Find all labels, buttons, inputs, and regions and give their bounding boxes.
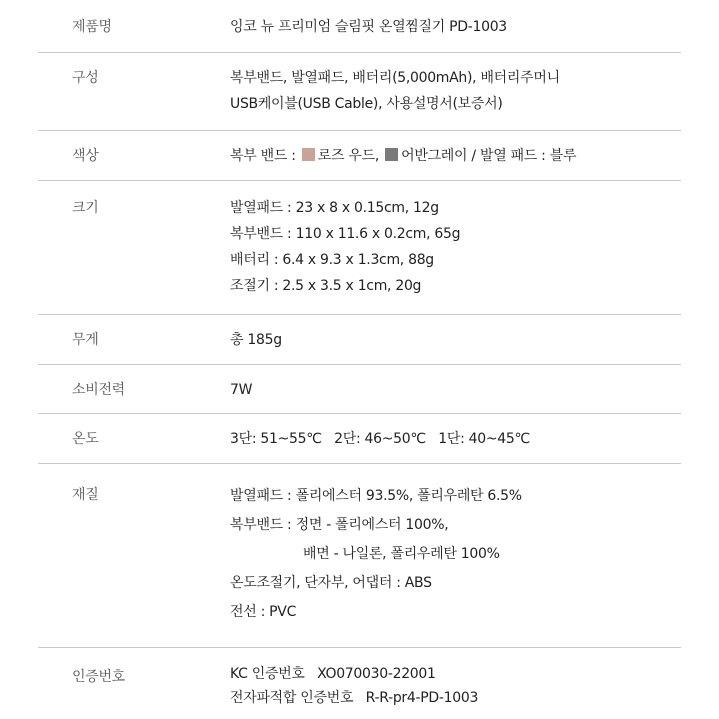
row-certification [38, 647, 681, 719]
color-option-rose-wood: 로즈 우드, [317, 148, 379, 164]
value-power [230, 377, 681, 403]
color-line [230, 143, 681, 169]
size-line: 조절기 : 2.5 x 3.5 x 1cm, 20g [230, 278, 422, 294]
temperature-text: 3단: 51~55℃ 2단: 46~50℃ 1단: 40~45℃ [230, 431, 530, 447]
power-text: 7W [230, 382, 253, 398]
value-material [230, 482, 681, 627]
label-temperature: 온도 [72, 431, 99, 447]
label-product-name: 제품명 [72, 19, 112, 35]
material-line: 발열패드 : 폴리에스터 93.5%, 폴리우레탄 6.5% [230, 488, 522, 504]
label-material: 재질 [72, 487, 99, 503]
row-weight [38, 314, 681, 365]
material-line: 복부밴드 : 정면 - 폴리에스터 100%, [230, 517, 449, 533]
row-power [38, 364, 681, 414]
value-temperature [230, 426, 681, 452]
value-certification [230, 662, 681, 710]
row-composition [38, 52, 681, 131]
material-line: 배면 - 나일론, 폴리우레탄 100% [303, 546, 500, 562]
size-line: 복부밴드 : 110 x 11.6 x 0.2cm, 65g [230, 226, 461, 242]
label-certification: 인증번호 [72, 669, 125, 685]
value-composition [230, 65, 681, 117]
certification-line: KC 인증번호 XO070030-22001 [230, 666, 436, 682]
material-line: 온도조절기, 단자부, 어댑터 : ABS [230, 575, 432, 591]
size-line: 발열패드 : 23 x 8 x 0.15cm, 12g [230, 200, 439, 216]
label-color: 색상 [72, 148, 99, 164]
row-product-name [38, 0, 681, 52]
material-line: 전선 : PVC [230, 604, 297, 620]
value-weight [230, 327, 681, 353]
row-color [38, 130, 681, 181]
label-composition: 구성 [72, 70, 99, 86]
row-material [38, 463, 681, 648]
value-product-name [230, 14, 681, 40]
label-size: 크기 [72, 200, 99, 216]
size-line: 배터리 : 6.4 x 9.3 x 1.3cm, 88g [230, 252, 434, 268]
certification-line: 전자파적합 인증번호 R-R-pr4-PD-1003 [230, 690, 479, 706]
composition-line: 복부밴드, 발열패드, 배터리(5,000mAh), 배터리주머니 [230, 70, 560, 86]
composition-line: USB케이블(USB Cable), 사용설명서(보증서) [230, 96, 503, 112]
label-power: 소비전력 [72, 382, 125, 398]
value-color [230, 143, 681, 169]
urban-gray-swatch [385, 148, 398, 161]
value-size [230, 195, 681, 299]
rose-wood-swatch [302, 148, 315, 161]
color-option-urban-gray: 어반그레이 / 발열 패드 : 블루 [401, 148, 577, 164]
row-temperature [38, 413, 681, 464]
weight-text: 총 185g [230, 332, 282, 348]
product-name-text: 잉코 뉴 프리미엄 슬림핏 온열찜질기 PD-1003 [230, 19, 507, 35]
color-prefix: 복부 밴드 : [230, 148, 296, 164]
label-weight: 무게 [72, 332, 99, 348]
row-size [38, 180, 681, 315]
